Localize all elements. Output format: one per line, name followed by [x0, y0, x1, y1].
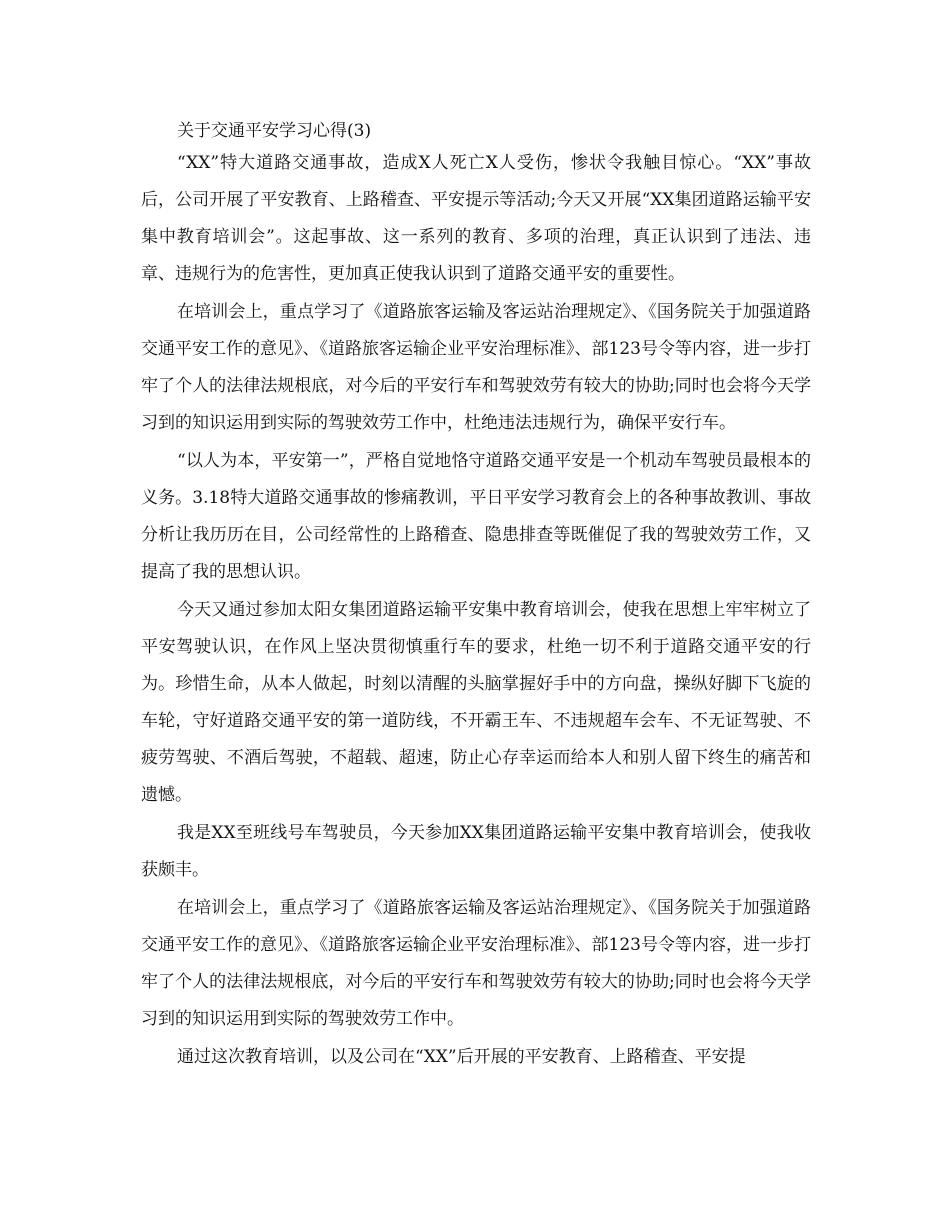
paragraph-5: 我是XX至班线号车驾驶员，今天参加XX集团道路运输平安集中教育培训会，使我收获颇丰。 [141, 823, 811, 880]
paragraph-6: 在培训会上，重点学习了《道路旅客运输及客运站治理规定》、《国务院关于加强道路交通平安工作的意见》、《道路旅客运输企业平安治理标准》、部123号令等内容，进一步打牢了个人的法律法规根底，对今后的平安行车和驾驶效劳有较大的协助;同时也会将今天学习到的知识运用到实际的驾驶效劳工作中。 [141, 898, 811, 1029]
paragraph-3: “以人为本，平安第一”，严格自觉地恪守道路交通平安是一个机动车驾驶员最根本的义务。3.18特大道路交通事故的惨痛教训，平日平安学习教育会上的各种事故教训、事故分析让我历历在目，公司经常性的上路稽查、隐患排查等既催促了我的驾驶效劳工作，又提高了我的思想认识。 [141, 451, 811, 582]
paragraph-1: “XX”特大道路交通事故，造成X人死亡X人受伤，惨状令我触目惊心。“XX”事故后，公司开展了平安教育、上路稽查、平安提示等活动;今天又开展“XX集团道路运输平安集中教育培训会”。这起事故、这一系列的教育、多项的治理，真正认识到了违法、违章、违规行为的危害性，更加真正使我认识到了道路交通平安的重要性。 [141, 153, 811, 284]
paragraph-7: 通过这次教育培训，以及公司在“XX”后开展的平安教育、上路稽查、平安提 [177, 1047, 746, 1067]
paragraph-2: 在培训会上，重点学习了《道路旅客运输及客运站治理规定》、《国务院关于加强道路交通平安工作的意见》、《道路旅客运输企业平安治理标准》、部123号令等内容，进一步打牢了个人的法律法规根底，对今后的平安行车和驾驶效劳有较大的协助;同时也会将今天学习到的知识运用到实际的驾驶效劳工作中，杜绝违法违规行为，确保平安行车。 [141, 302, 811, 433]
document-body [141, 119, 811, 1076]
paragraph-4: 今天又通过参加太阳女集团道路运输平安集中教育培训会，使我在思想上牢牢树立了平安驾驶认识，在作风上坚决贯彻慎重行车的要求，杜绝一切不利于道路交通平安的行为。珍惜生命，从本人做起，时刻以清醒的头脑掌握好手中的方向盘，操纵好脚下飞旋的车轮，守好道路交通平安的第一道防线，不开霸王车、不违规超车会车、不无证驾驶、不疲劳驾驶、不酒后驾驶，不超载、超速，防止心存幸运而给本人和别人留下终生的痛苦和遗憾。 [141, 600, 811, 805]
document-title: 关于交通平安学习心得(3) [177, 121, 372, 141]
